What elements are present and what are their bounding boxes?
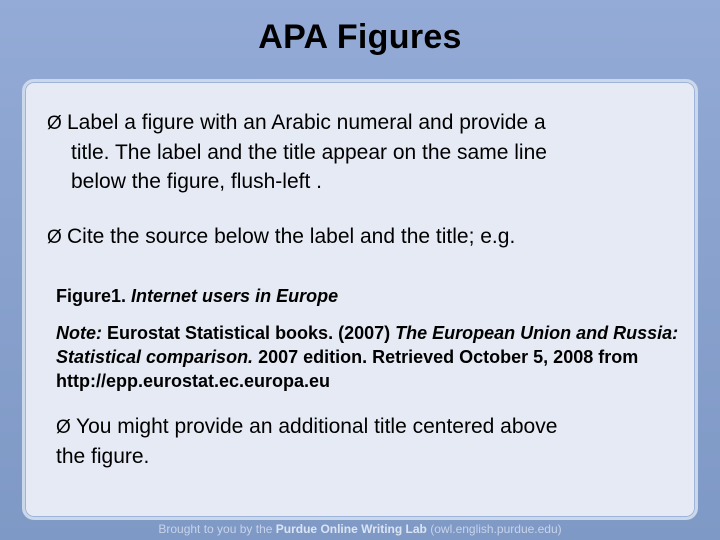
footer-brand: Purdue Online Writing Lab xyxy=(275,522,427,536)
bullet-text-line: Label a figure with an Arabic numeral and provide a xyxy=(67,111,546,134)
footer-prefix: Brought to you by the xyxy=(158,522,273,536)
arrow-bullet-icon: Ø xyxy=(47,227,62,248)
footer-suffix: (owl.english.purdue.edu) xyxy=(430,522,562,536)
figure-caption-example xyxy=(56,286,338,307)
bullet-cite-source xyxy=(47,222,677,252)
slide-title: APA Figures xyxy=(258,18,462,56)
figure-number: Figure1. xyxy=(56,286,127,306)
bullet-text-line: title. The label and the title appear on the same line xyxy=(71,141,547,164)
note-publication-title: The European Union and Russia: Statistical comparison. xyxy=(56,323,679,367)
figure-note-example xyxy=(56,321,696,393)
figure-title: Internet users in Europe xyxy=(131,286,339,306)
note-source: Eurostat Statistical books. (2007) xyxy=(107,323,391,343)
bullet-text-line: You might provide an additional title centered above xyxy=(76,415,558,438)
bullet-text-line: the figure. xyxy=(56,445,150,468)
footer-credit xyxy=(0,522,720,536)
arrow-bullet-icon: Ø xyxy=(56,417,71,438)
bullet-text-line: below the figure, flush-left . xyxy=(71,170,322,193)
bullet-text-line: Cite the source below the label and the title; e.g. xyxy=(67,225,516,248)
arrow-bullet-icon: Ø xyxy=(47,113,62,134)
bullet-label-figure xyxy=(47,108,677,196)
note-label: Note: xyxy=(56,323,102,343)
note-retrieval: 2007 edition. Retrieved October 5, 2008 from http://epp.eurostat.ec.europa.eu xyxy=(56,347,639,391)
bullet-additional-title xyxy=(56,412,686,471)
